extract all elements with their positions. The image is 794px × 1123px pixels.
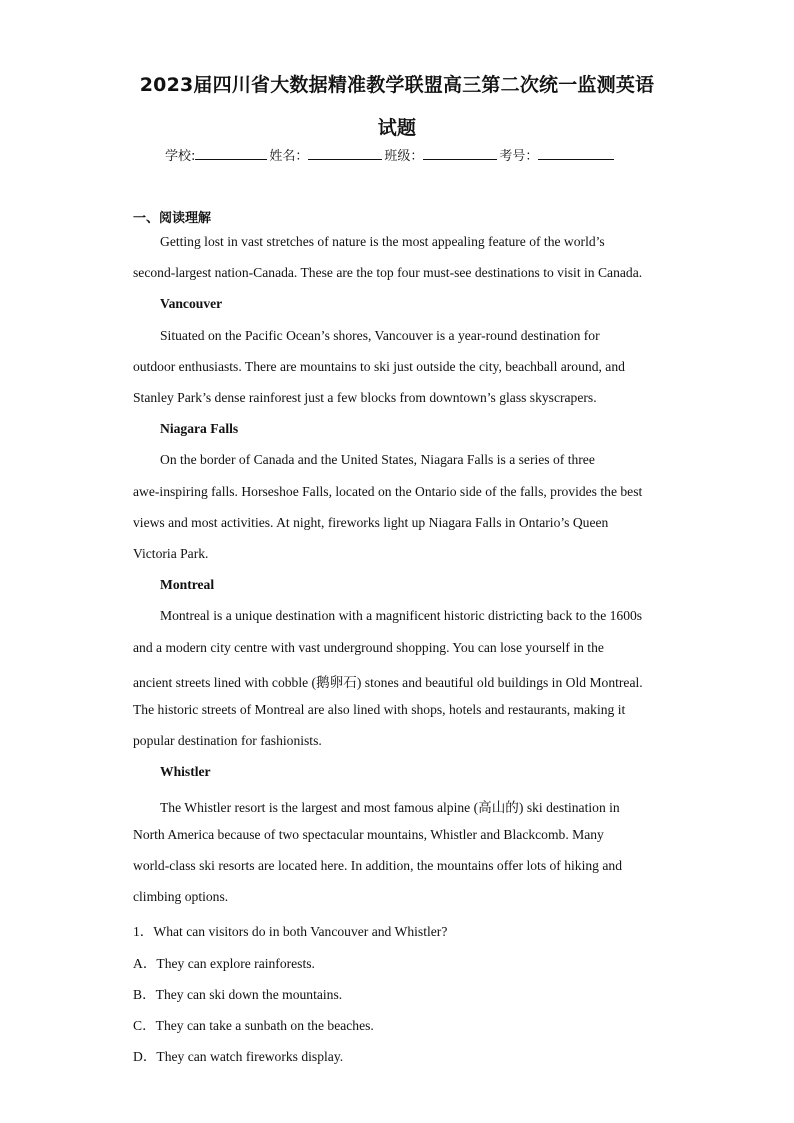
montreal-line: Montreal is a unique destination with a magnificent historic districting back to the 1600s: [160, 608, 643, 623]
niagara-line: views and most activities. At night, fireworks light up Niagara Falls in Ontario’s Queen: [133, 515, 609, 530]
whistler-line: world-class ski resorts are located here. In addition, the mountains offer lots of hiking and: [133, 858, 622, 873]
exam-title-continued: 试题: [377, 117, 417, 139]
name-label: 姓名：: [269, 149, 309, 164]
niagara-line: Victoria Park.: [133, 546, 209, 561]
montreal-heading: Montreal: [160, 577, 215, 592]
student-info-fields: [165, 145, 616, 164]
name-blank[interactable]: [308, 145, 382, 160]
vancouver-line: outdoor enthusiasts. There are mountains to ski just outside the city, beachball around, and: [133, 359, 625, 374]
school-blank[interactable]: [195, 145, 267, 160]
number-blank[interactable]: [538, 145, 614, 160]
montreal-line: popular destination for fashionists.: [133, 733, 322, 748]
niagara-heading: Niagara Falls: [160, 421, 239, 436]
niagara-line: awe-inspiring falls. Horseshoe Falls, located on the Ontario side of the falls, provides the best: [133, 484, 643, 499]
answer-option-c[interactable]: C．They can take a sunbath on the beaches.: [133, 1018, 374, 1033]
whistler-line: North America because of two spectacular mountains, Whistler and Blackcomb. Many: [133, 827, 604, 842]
question-stem: 1．What can visitors do in both Vancouver and Whistler?: [133, 924, 448, 939]
montreal-line: The historic streets of Montreal are also lined with shops, hotels and restaurants, making it: [133, 702, 626, 717]
montreal-line: ancient streets lined with cobble (鹅卵石) stones and beautiful old buildings in Old Montreal.: [133, 675, 643, 690]
vancouver-line: Stanley Park’s dense rainforest just a few blocks from downtown’s glass skyscrapers.: [133, 390, 597, 405]
class-blank[interactable]: [423, 145, 497, 160]
vancouver-heading: Vancouver: [160, 296, 223, 311]
whistler-line: climbing options.: [133, 889, 229, 904]
section-heading: 一、阅读理解: [133, 211, 212, 226]
answer-option-d[interactable]: D．They can watch fireworks display.: [133, 1049, 344, 1064]
niagara-line: On the border of Canada and the United States, Niagara Falls is a series of three: [160, 452, 595, 467]
whistler-line: The Whistler resort is the largest and most famous alpine (高山的) ski destination in: [160, 800, 620, 815]
intro-line: second-largest nation-Canada. These are the top four must-see destinations to visit in Canada.: [133, 265, 643, 280]
exam-title: 2023届四川省大数据精准教学联盟高三第二次统一监测英语: [139, 74, 655, 96]
montreal-line: and a modern city centre with vast underground shopping. You can lose yourself in the: [133, 640, 604, 655]
whistler-heading: Whistler: [160, 764, 211, 779]
answer-option-b[interactable]: B．They can ski down the mountains.: [133, 987, 343, 1002]
class-label: 班级：: [384, 149, 424, 164]
answer-option-a[interactable]: A．They can explore rainforests.: [133, 956, 315, 971]
intro-line: Getting lost in vast stretches of nature is the most appealing feature of the world’s: [160, 234, 605, 249]
vancouver-line: Situated on the Pacific Ocean’s shores, Vancouver is a year-round destination for: [160, 328, 600, 343]
number-label: 考号：: [499, 149, 539, 164]
school-label: 学校:: [165, 149, 196, 164]
